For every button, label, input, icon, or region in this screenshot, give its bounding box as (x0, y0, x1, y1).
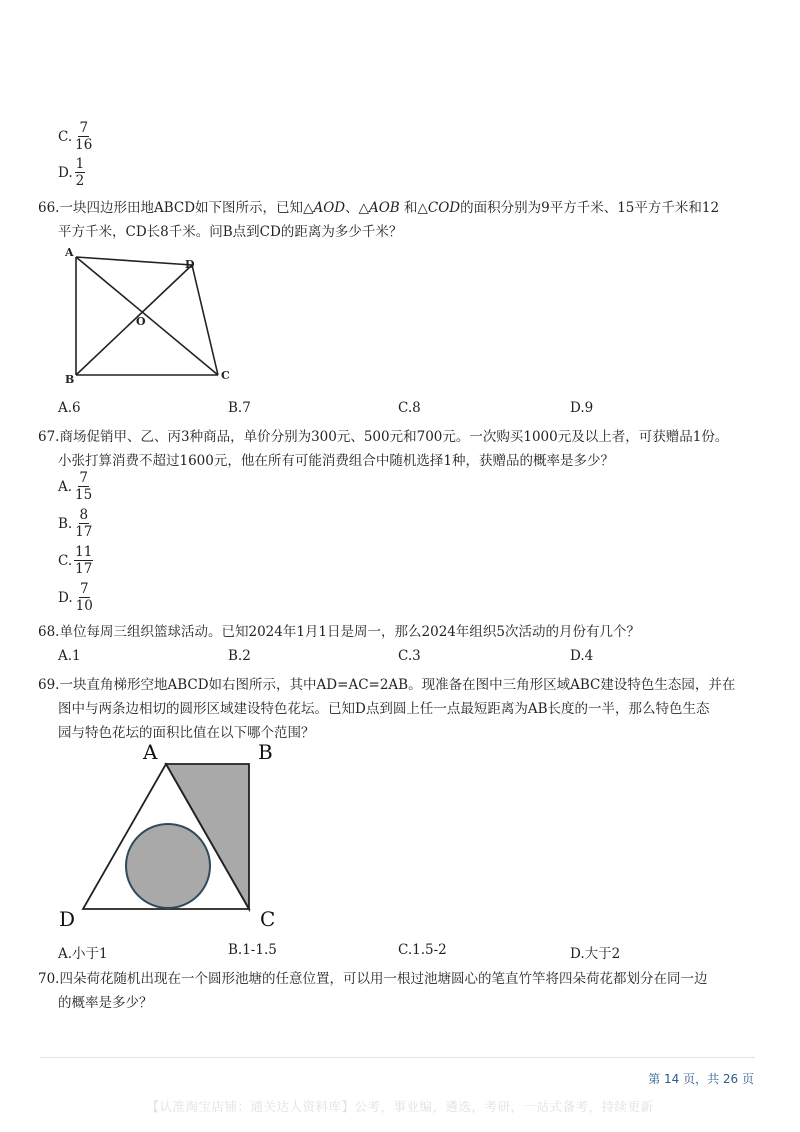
fraction (74, 507, 93, 540)
diagonal-ac (76, 257, 218, 375)
label-c: C (221, 369, 230, 382)
q66-figure (60, 245, 240, 385)
numerator: 7 (79, 470, 88, 486)
question-text: 的面积分别为9平方千米、15平方千米和12 (460, 200, 720, 216)
question-number: 69. (38, 677, 60, 693)
label-a: A (143, 740, 158, 764)
denominator: 16 (75, 137, 93, 153)
question-text: 一块直角梯形空地ABCD如右图所示，其中AD=AC=2AB。现准备在图中三角形区域ABC建设特色生态园，并在 (59, 677, 736, 693)
option-label: C. (58, 552, 73, 569)
numerator: 11 (75, 544, 93, 560)
triangle-cod: △COD (417, 200, 461, 216)
triangle-aod: △AOD (303, 200, 346, 216)
fraction (75, 581, 94, 614)
denominator: 17 (75, 561, 93, 577)
fraction (75, 156, 86, 189)
triangle-aob: △AOB (358, 200, 400, 216)
q66-option-c: C.8 (398, 400, 421, 416)
denominator: 2 (75, 173, 85, 189)
question-70 (38, 967, 758, 1015)
denominator: 10 (75, 598, 93, 614)
numerator: 8 (79, 507, 89, 523)
question-69-line3: 园与特色花坛的面积比值在以下哪个范围？ (58, 725, 315, 741)
flower-bed-circle (126, 824, 210, 908)
question-number: 67. (38, 429, 60, 445)
option-label: D. (58, 164, 73, 181)
q69-option-b: B.1-1.5 (228, 942, 277, 958)
denominator: 15 (75, 487, 93, 503)
q66-option-a: A.6 (58, 400, 81, 416)
fraction (74, 544, 93, 577)
q69-figure (55, 738, 295, 933)
q65-option-d (58, 156, 85, 189)
question-number: 70. (38, 971, 60, 987)
question-67-line1 (38, 425, 758, 449)
option-label: A. (58, 478, 73, 495)
numerator: 7 (79, 581, 89, 597)
q66-option-d: D.9 (570, 400, 594, 416)
question-69 (38, 673, 758, 745)
question-70-line1 (38, 967, 758, 991)
diagonal-bd (76, 265, 192, 375)
question-68 (38, 620, 758, 644)
q69-option-d: D.大于2 (570, 946, 621, 962)
option-label: C. (58, 128, 73, 145)
label-a: A (65, 246, 74, 259)
q67-option-c (58, 544, 93, 577)
question-text: 商场促销甲、乙、丙3种商品，单价分别为300元、500元和700元。一次购买1000元及以上者，可获赠品1份。 (59, 429, 729, 445)
and-word: 和 (399, 200, 418, 216)
label-d: D (59, 907, 76, 931)
edge-dc (192, 265, 218, 375)
numerator: 1 (75, 156, 85, 172)
q68-option-d: D.4 (570, 648, 594, 664)
question-text: 单位每周三组织篮球活动。已知2024年1月1日是周一，那么2024年组织5次活动的月份有几个？ (59, 624, 640, 640)
q67-option-a (58, 470, 93, 503)
edge-ad (76, 257, 192, 265)
question-number: 68. (38, 624, 60, 640)
q67-option-b (58, 507, 93, 540)
question-67-line2: 小张打算消费不超过1600元，他在所有可能消费组合中随机选择1种，获赠品的概率是多少？ (58, 453, 614, 469)
numerator: 7 (79, 120, 89, 136)
question-number: 66. (38, 200, 60, 216)
footer-divider (40, 1057, 755, 1058)
question-70-line2: 的概率是多少？ (58, 995, 153, 1011)
q68-option-b: B.2 (228, 648, 251, 664)
page-number: 第 14 页，共 26 页 (648, 1072, 754, 1086)
question-66-line1 (38, 196, 758, 220)
q68-option-c: C.3 (398, 648, 421, 664)
q68-option-a: A.1 (58, 648, 81, 664)
label-o: O (136, 315, 146, 328)
label-c: C (260, 907, 276, 931)
question-66-line2: 平方千米，CD长8千米。问B点到CD的距离为多少千米？ (58, 224, 403, 240)
question-text: 四朵荷花随机出现在一个圆形池塘的任意位置，可以用一根过池塘圆心的笔直竹竿将四朵荷花都划分在同一边 (59, 971, 708, 987)
question-68-line1 (38, 620, 758, 644)
question-67 (38, 425, 758, 473)
label-d: D (185, 258, 195, 271)
watermark-text: 【认准淘宝店铺：通关达人资料库】公考，事业编，遴选，考研，一站式备考，持续更新 (146, 1099, 654, 1114)
question-66 (38, 196, 758, 244)
q66-option-b: B.7 (228, 400, 251, 416)
question-text: 一块四边形田地ABCD如下图所示，已知 (59, 200, 304, 216)
question-69-line1 (38, 673, 758, 697)
fraction (74, 120, 93, 153)
option-label: D. (58, 589, 73, 606)
fraction (74, 470, 93, 503)
label-b: B (258, 740, 273, 764)
q67-option-d (58, 581, 94, 614)
q69-option-a: A.小于1 (58, 946, 108, 962)
option-label: B. (58, 515, 73, 532)
denominator: 17 (75, 524, 93, 540)
label-b: B (65, 373, 75, 385)
separator: 、 (345, 200, 359, 216)
question-69-line2: 图中与两条边相切的圆形区域建设特色花坛。已知D点到圆上任一点最短距离为AB长度的一半，那么特色生态 (58, 701, 710, 717)
q65-option-c (58, 120, 93, 153)
q69-option-c: C.1.5-2 (398, 942, 447, 958)
